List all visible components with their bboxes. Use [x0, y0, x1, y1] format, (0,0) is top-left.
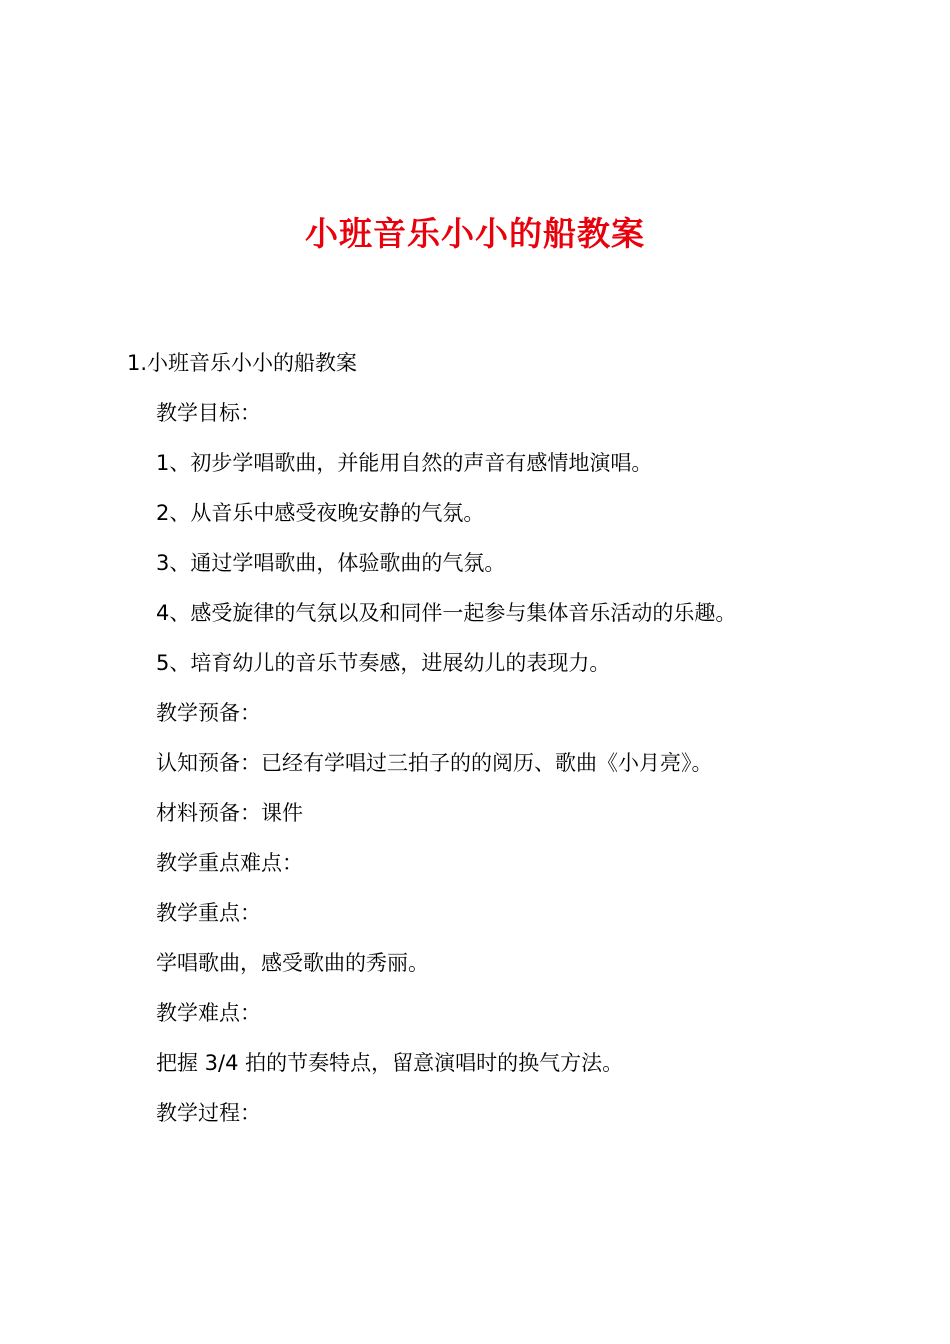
- preparation-heading: 教学预备：: [156, 701, 261, 725]
- focus-heading: 教学重点：: [156, 901, 261, 925]
- document-title: 小班音乐小小的船教案: [305, 214, 645, 253]
- preparation-item: 认知预备：已经有学唱过三拍子的的阅历、歌曲《小月亮》。: [156, 751, 713, 775]
- objective-item: 5、培育幼儿的音乐节奏感，进展幼儿的表现力。: [156, 651, 611, 675]
- objective-item: 4、感受旋律的气氛以及和同伴一起参与集体音乐活动的乐趣。: [156, 601, 737, 625]
- objective-item: 2、从音乐中感受夜晚安静的气氛。: [156, 501, 485, 525]
- objective-item: 3、通过学唱歌曲，体验歌曲的气氛。: [156, 551, 506, 575]
- difficulty-heading: 教学难点：: [156, 1001, 261, 1025]
- process-heading: 教学过程：: [156, 1101, 261, 1125]
- key-points-heading: 教学重点难点：: [156, 851, 303, 875]
- objectives-heading: 教学目标：: [156, 401, 261, 425]
- focus-text: 学唱歌曲，感受歌曲的秀丽。: [156, 951, 429, 975]
- difficulty-text: 把握 3/4 拍的节奏特点，留意演唱时的换气方法。: [156, 1051, 624, 1075]
- section-heading: 1.小班音乐小小的船教案: [127, 351, 358, 375]
- document-body: [156, 398, 736, 1148]
- preparation-item: 材料预备：课件: [156, 801, 303, 825]
- objective-item: 1、初步学唱歌曲，并能用自然的声音有感情地演唱。: [156, 451, 653, 475]
